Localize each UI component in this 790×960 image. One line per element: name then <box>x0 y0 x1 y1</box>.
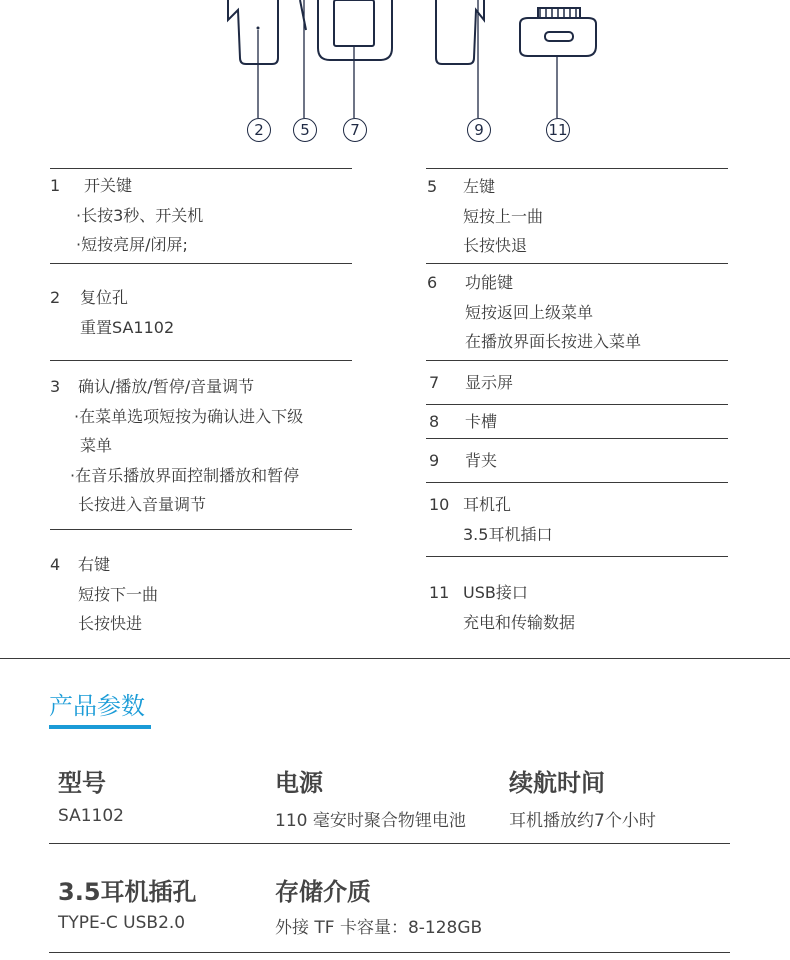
device-illustration <box>0 0 790 150</box>
divider <box>426 360 728 361</box>
divider <box>50 360 352 361</box>
spec-label: 型号 <box>58 769 106 797</box>
item-line: ·短按亮屏/闭屏; <box>76 235 188 254</box>
item-line: ·长按3秒、开关机 <box>76 206 204 225</box>
item-line: 长按快进 <box>78 614 143 633</box>
item-title: 耳机孔 <box>463 495 512 514</box>
item-number: 11 <box>429 583 450 602</box>
item-number: 4 <box>50 555 61 574</box>
callout-11: 11 <box>546 118 570 142</box>
item-line: 短按下一曲 <box>78 585 159 604</box>
item-title: 功能键 <box>465 273 514 292</box>
callout-5: 5 <box>293 118 317 142</box>
item-title: 复位孔 <box>80 288 129 307</box>
item-line: 菜单 <box>80 436 113 455</box>
spec-value: 外接 TF 卡容量：8-128GB <box>275 918 483 938</box>
divider <box>50 529 352 530</box>
item-number: 5 <box>427 177 438 196</box>
callout-7: 7 <box>343 118 367 142</box>
item-title: 显示屏 <box>465 373 514 392</box>
callout-9: 9 <box>467 118 491 142</box>
item-title: 卡槽 <box>465 412 498 431</box>
item-number: 6 <box>427 273 438 292</box>
section-title: 产品参数 <box>49 692 145 720</box>
spec-label: 存储介质 <box>275 878 371 906</box>
item-line: 长按快退 <box>463 236 528 255</box>
item-title: 开关键 <box>84 176 133 195</box>
spec-value: 110 毫安时聚合物锂电池 <box>275 811 466 831</box>
divider <box>426 404 728 405</box>
divider <box>50 168 352 169</box>
item-title: USB接口 <box>463 583 528 602</box>
item-line: 短按返回上级菜单 <box>465 303 594 322</box>
spec-label: 3.5耳机插孔 <box>58 878 197 906</box>
divider <box>50 263 352 264</box>
divider <box>426 168 728 169</box>
spec-value: 耳机播放约7个小时 <box>509 811 656 831</box>
item-title: 确认/播放/暂停/音量调节 <box>78 377 255 396</box>
divider <box>426 482 728 483</box>
item-line: 在播放界面长按进入菜单 <box>465 332 642 351</box>
item-title: 左键 <box>463 177 496 196</box>
spec-value: SA1102 <box>58 806 124 826</box>
item-line: 长按进入音量调节 <box>78 495 207 514</box>
item-line: ·在音乐播放界面控制播放和暂停 <box>70 466 300 485</box>
item-number: 9 <box>429 451 440 470</box>
item-line: 短按上一曲 <box>463 207 544 226</box>
divider <box>426 263 728 264</box>
section-title-underline <box>49 725 151 729</box>
spec-value: TYPE-C USB2.0 <box>58 913 186 933</box>
divider <box>49 843 730 844</box>
item-line: 3.5耳机插口 <box>463 525 553 544</box>
item-number: 2 <box>50 288 61 307</box>
item-number: 1 <box>50 176 61 195</box>
item-title: 右键 <box>78 555 111 574</box>
divider <box>49 952 730 953</box>
divider <box>426 556 728 557</box>
item-line: ·在菜单选项短按为确认进入下级 <box>74 407 304 426</box>
divider <box>426 438 728 439</box>
spec-label: 电源 <box>275 769 323 797</box>
item-line: 重置SA1102 <box>80 318 175 337</box>
section-divider <box>0 658 790 659</box>
item-number: 3 <box>50 377 61 396</box>
item-number: 7 <box>429 373 440 392</box>
spec-label: 续航时间 <box>509 769 605 797</box>
item-number: 8 <box>429 412 440 431</box>
item-number: 10 <box>429 495 450 514</box>
item-title: 背夹 <box>465 451 498 470</box>
callout-2: 2 <box>247 118 271 142</box>
item-line: 充电和传输数据 <box>463 613 576 632</box>
